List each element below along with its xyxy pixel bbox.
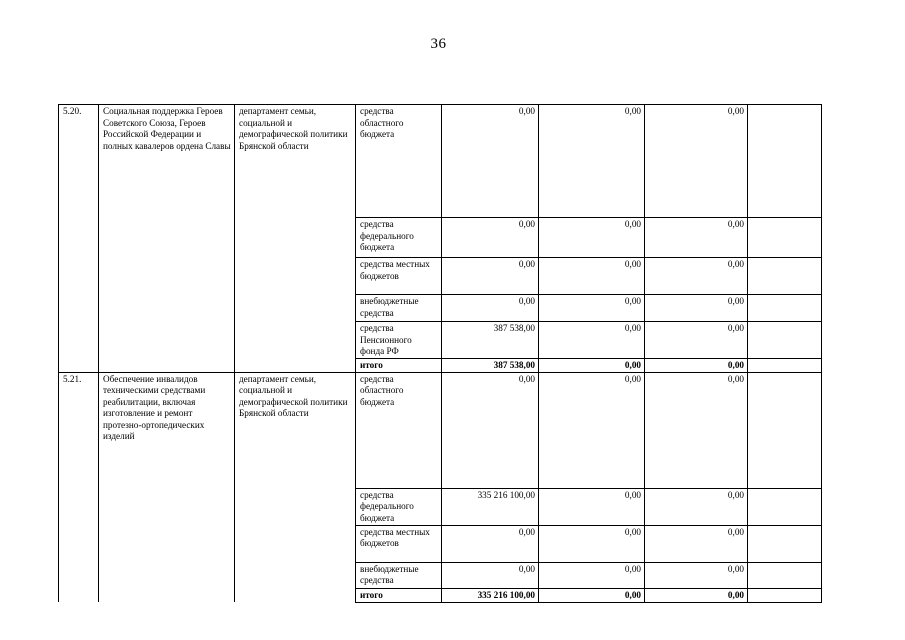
value-cell: 0,00 [645,525,748,562]
table-row [59,372,822,488]
funding-source: средства федерального бюджета [356,218,442,258]
page-number: 36 [430,36,447,52]
empty-cell [748,359,822,373]
funding-source: средства федерального бюджета [356,488,442,525]
value-cell: 335 216 100,00 [442,488,539,525]
measure-code: 5.20. [59,105,99,373]
total-cell: 335 216 100,00 [442,588,539,602]
value-cell: 0,00 [539,218,645,258]
funding-source: средства Пенсионного фонда РФ [356,322,442,359]
value-cell: 0,00 [539,372,645,488]
measure-executor: департамент семьи, социальной и демографической политики Брянской области [235,105,356,373]
value-cell: 0,00 [539,105,645,218]
value-cell: 0,00 [442,295,539,322]
table-row [59,105,822,218]
empty-cell [748,525,822,562]
measure-executor: департамент семьи, социальной и демографической политики Брянской области [235,372,356,602]
value-cell: 0,00 [645,322,748,359]
empty-cell [748,562,822,588]
empty-cell [748,322,822,359]
value-cell: 0,00 [539,525,645,562]
empty-cell [748,258,822,295]
value-cell: 0,00 [645,258,748,295]
value-cell: 0,00 [539,562,645,588]
value-cell: 0,00 [442,562,539,588]
value-cell: 0,00 [442,372,539,488]
program-measures-table [58,104,822,603]
value-cell: 387 538,00 [442,322,539,359]
total-cell: 0,00 [645,359,748,373]
total-cell: 0,00 [645,588,748,602]
value-cell: 0,00 [442,105,539,218]
measure-code: 5.21. [59,372,99,602]
measure-name: Обеспечение инвалидов техническими средствами реабилитации, включая изготовление и ремонт протезно-ортопедических изделий [99,372,235,602]
empty-cell [748,488,822,525]
funding-source: внебюджетные средства [356,562,442,588]
value-cell: 0,00 [645,562,748,588]
value-cell: 0,00 [645,295,748,322]
funding-source: средства местных бюджетов [356,525,442,562]
empty-cell [748,218,822,258]
total-cell: 387 538,00 [442,359,539,373]
value-cell: 0,00 [645,105,748,218]
value-cell: 0,00 [539,258,645,295]
value-cell: 0,00 [539,295,645,322]
empty-cell [748,372,822,488]
empty-cell [748,295,822,322]
funding-source: средства областного бюджета [356,105,442,218]
value-cell: 0,00 [442,525,539,562]
value-cell: 0,00 [442,258,539,295]
value-cell: 0,00 [442,218,539,258]
total-cell: 0,00 [539,359,645,373]
empty-cell [748,588,822,602]
funding-source: средства областного бюджета [356,372,442,488]
value-cell: 0,00 [539,488,645,525]
funding-source-total: итого [356,359,442,373]
value-cell: 0,00 [645,372,748,488]
total-cell: 0,00 [539,588,645,602]
value-cell: 0,00 [645,218,748,258]
measure-name: Социальная поддержка Героев Советского Союза, Героев Российской Федерации и полных кавалеров ордена Славы [99,105,235,373]
funding-source-total: итого [356,588,442,602]
funding-source: средства местных бюджетов [356,258,442,295]
value-cell: 0,00 [645,488,748,525]
funding-source: внебюджетные средства [356,295,442,322]
empty-cell [748,105,822,218]
value-cell: 0,00 [539,322,645,359]
